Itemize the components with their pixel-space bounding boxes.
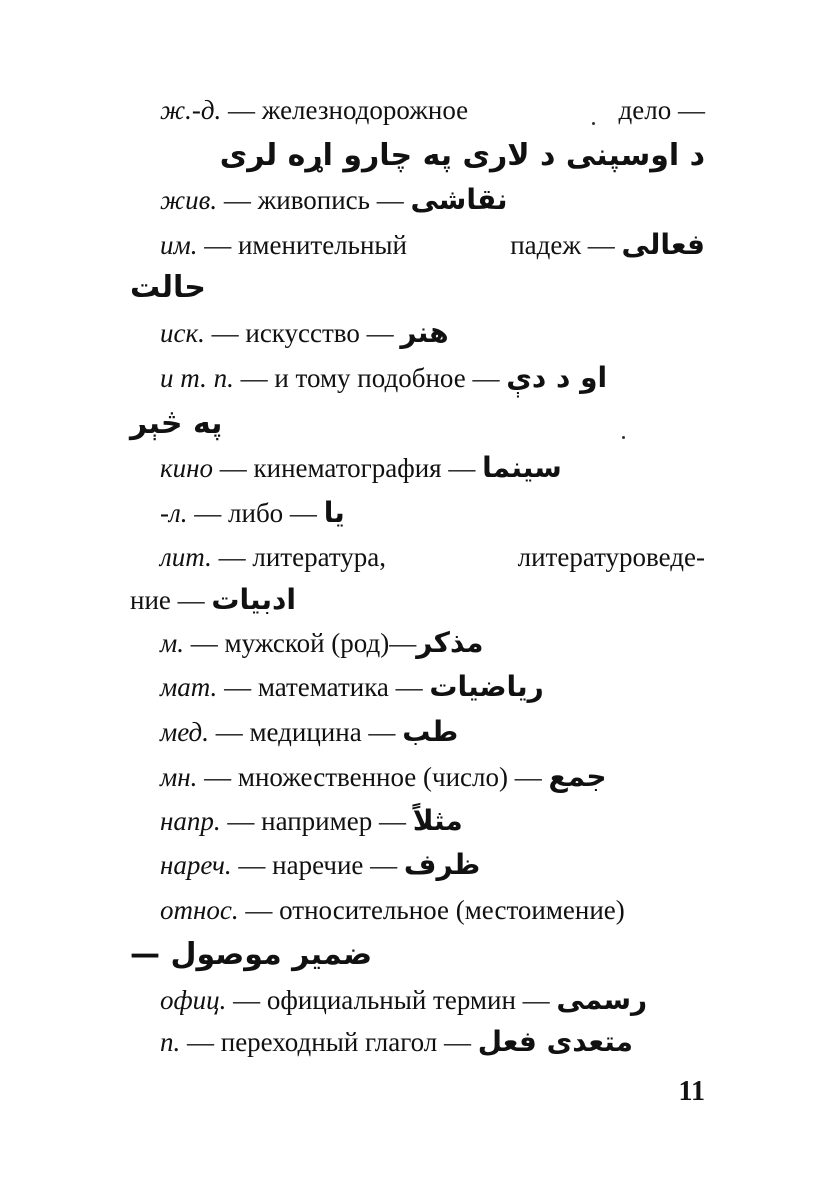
russian-meaning: — мужской (род)—	[183, 628, 417, 658]
entry-med	[160, 712, 705, 752]
abbreviation: мед.	[160, 717, 209, 747]
abbreviation: относ.	[160, 895, 239, 925]
russian-meaning: — живопись —	[217, 185, 411, 215]
pashto-translation: ادبیات	[211, 583, 296, 616]
abbreviation: -л.	[160, 498, 188, 528]
entry-ofits	[160, 980, 705, 1020]
speck	[592, 122, 595, 125]
pashto-translation: یا	[323, 496, 345, 529]
pashto-translation: ضمیر موصول —	[130, 937, 373, 972]
entry-narech	[160, 845, 705, 885]
entry-zh-d-translation	[130, 136, 705, 176]
abbreviation: ж.-д.	[160, 95, 222, 125]
entry-text-cont	[510, 225, 705, 265]
pashto-translation: رسمی	[556, 983, 648, 1016]
entry-mat	[160, 667, 705, 707]
abbreviation: п.	[160, 1027, 181, 1057]
russian-meaning: — например —	[220, 806, 413, 836]
pashto-translation: حالت	[130, 270, 206, 305]
entry-otnos-translation	[130, 935, 705, 975]
pashto-translation: ظرف	[403, 848, 481, 881]
abbreviation: нареч.	[160, 850, 232, 880]
entry-text	[160, 90, 468, 130]
entry-kino	[160, 448, 705, 488]
russian-meaning: — искусство —	[204, 318, 401, 348]
pashto-translation: متعدی فعل	[477, 1025, 634, 1058]
entry-text	[160, 537, 386, 577]
russian-meaning: — кинематография —	[213, 453, 483, 483]
entry-mn	[160, 757, 705, 797]
pashto-translation: او د دې	[506, 361, 608, 394]
entry-isk	[160, 313, 705, 353]
russian-meaning: — наречие —	[231, 850, 404, 880]
abbreviation: кино	[160, 453, 214, 483]
russian-meaning: — медицина —	[208, 717, 403, 747]
russian-meaning: — либо —	[187, 498, 324, 528]
entry-zhiv	[160, 180, 705, 220]
pashto-translation: طب	[402, 715, 459, 748]
russian-meaning: — и тому подобное —	[233, 363, 507, 393]
abbreviation: лит.	[160, 542, 212, 572]
entry-i-t-p-translation-cont	[130, 404, 705, 444]
russian-meaning: — переходный глагол —	[180, 1027, 478, 1057]
entry-lit	[160, 537, 705, 577]
russian-meaning: — множественное (число) —	[197, 762, 549, 792]
russian-meaning: ние —	[130, 585, 212, 615]
entry-m	[160, 623, 705, 663]
entry-napr	[160, 801, 705, 841]
entry-im	[160, 225, 705, 265]
abbreviation: иск.	[160, 318, 205, 348]
russian-meaning: — относительное (местоимение)	[238, 895, 625, 925]
pashto-translation: هنر	[400, 316, 449, 349]
russian-meaning: железнодорожное	[261, 95, 469, 125]
abbreviation: напр.	[160, 806, 221, 836]
entry-text	[160, 225, 407, 265]
abbreviation: им.	[160, 230, 198, 260]
abbreviation: офиц.	[160, 985, 227, 1015]
pashto-translation: د اوسپنی د لاری په چارو اړه لری	[219, 138, 705, 173]
entry-im-translation-cont	[130, 268, 705, 308]
russian-meaning: — именительный	[197, 230, 408, 260]
separator: —	[221, 95, 262, 125]
abbreviation: мат.	[160, 672, 218, 702]
entry-p	[160, 1022, 705, 1062]
pashto-translation: فعالی	[621, 228, 705, 261]
pashto-translation: سینما	[482, 451, 562, 484]
pashto-translation: په څېر	[130, 406, 223, 441]
pashto-translation: ریاضیات	[429, 670, 544, 703]
russian-meaning: — официальный термин —	[226, 985, 557, 1015]
pashto-translation: مذکر	[416, 626, 484, 659]
russian-meaning: — математика —	[217, 672, 430, 702]
abbreviation: мн.	[160, 762, 198, 792]
entry-i-t-p	[160, 358, 705, 398]
page-number: 11	[678, 1076, 705, 1107]
entry-lit-cont	[130, 580, 705, 620]
abbreviation: жив.	[160, 185, 218, 215]
abbreviation: и т. п.	[160, 363, 234, 393]
pashto-translation: جمع	[548, 760, 607, 793]
russian-meaning-cont: дело —	[618, 95, 705, 125]
pashto-translation: نقاشی	[410, 183, 508, 216]
entry-libo	[160, 493, 705, 533]
entry-otnos	[160, 890, 705, 930]
abbreviation: м.	[160, 628, 184, 658]
pashto-translation: مثلاً	[412, 804, 463, 837]
russian-meaning-cont: падеж —	[510, 230, 622, 260]
entry-zh-d	[160, 90, 705, 130]
speck	[622, 436, 625, 439]
russian-meaning: — литература,	[211, 542, 387, 572]
russian-meaning-cont: литературоведе-	[517, 542, 705, 572]
